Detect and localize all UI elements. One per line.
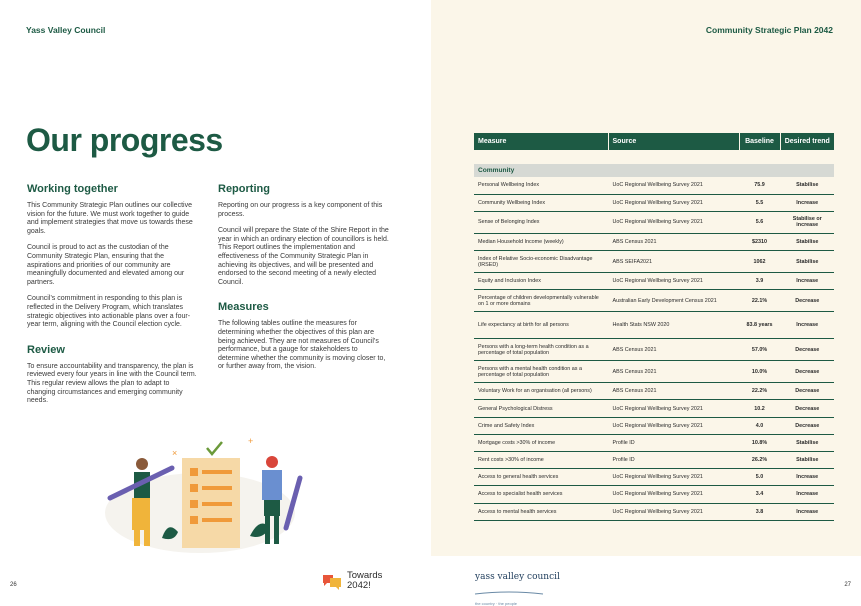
cell-source: UoC Regional Wellbeing Survey 2021 — [608, 417, 739, 434]
cell-trend: Decrease — [780, 400, 834, 417]
col-header-baseline: Baseline — [739, 133, 780, 150]
table-row — [474, 339, 834, 361]
left-text-column — [27, 183, 199, 414]
cell-source: ABS SEIFA2021 — [608, 251, 739, 273]
cell-baseline: 22.1% — [739, 290, 780, 312]
table-row — [474, 486, 834, 503]
header-plan-title: Community Strategic Plan 2042 — [705, 25, 833, 35]
cell-trend: Stabilise — [780, 452, 834, 469]
review-p1: To ensure accountability and transparency, the plan is reviewed every four years in line with the Council term. This regular review allows the plan to adapt to changing circumstances and emerging community needs. — [27, 362, 197, 405]
cell-trend: Decrease — [780, 383, 834, 400]
cell-source: ABS Census 2021 — [608, 339, 739, 361]
yvc-logo-tagline: the country · the people — [475, 601, 518, 606]
cell-trend: Stabilise — [780, 177, 834, 194]
cell-trend: Decrease — [780, 361, 834, 383]
cell-source: Profile ID — [608, 452, 739, 469]
table-row — [474, 361, 834, 383]
cell-source: UoC Regional Wellbeing Survey 2021 — [608, 400, 739, 417]
table-category-row — [474, 164, 834, 177]
towards-line1: Towards — [347, 570, 383, 581]
cell-measure: Rent costs >30% of income — [474, 452, 608, 469]
table-row — [474, 383, 834, 400]
cell-measure: Persons with a mental health condition as a percentage of total population — [474, 361, 608, 383]
cell-measure: Sense of Belonging Index — [474, 211, 608, 233]
table-row — [474, 503, 834, 520]
cell-measure: Access to mental health services — [474, 503, 608, 520]
check-mark-icon — [207, 442, 222, 454]
towards-2042-logo — [321, 571, 382, 591]
cell-measure: Community Wellbeing Index — [474, 194, 608, 211]
table-row — [474, 194, 834, 211]
cell-source: UoC Regional Wellbeing Survey 2021 — [608, 194, 739, 211]
table-row — [474, 417, 834, 434]
working-together-p1: This Community Strategic Plan outlines our collective vision for the future. We must work together to guide and implement strategies that move us towards these goals. — [27, 202, 193, 235]
cell-trend: Increase — [780, 312, 834, 339]
cell-baseline: 3.8 — [739, 503, 780, 520]
cell-trend: Stabilise or increase — [780, 211, 834, 233]
cell-baseline: 10.2 — [739, 400, 780, 417]
measures-heading: Measures — [218, 301, 269, 314]
cell-measure: Life expectancy at birth for all persons — [474, 312, 608, 339]
logo-swoosh-icon — [475, 591, 543, 595]
working-together-p3: Council’s commitment in responding to this plan is reflected in the Delivery Program, which translates strategic objectives into actionable plans over a four-year term, aligning with the Council election cycle. — [27, 295, 191, 329]
cell-baseline: 3.4 — [739, 486, 780, 503]
cell-trend: Stabilise — [780, 251, 834, 273]
cell-measure: Percentage of children developmentally vulnerable on 1 or more domains — [474, 290, 608, 312]
cell-trend: Decrease — [780, 290, 834, 312]
cell-baseline: 57.0% — [739, 339, 780, 361]
cell-source: UoC Regional Wellbeing Survey 2021 — [608, 177, 739, 194]
cell-trend: Decrease — [780, 339, 834, 361]
cross-mark-icon: × — [172, 448, 178, 458]
cell-trend: Increase — [780, 486, 834, 503]
table-row — [474, 469, 834, 486]
cell-source: UoC Regional Wellbeing Survey 2021 — [608, 469, 739, 486]
cell-measure: Persons with a long-term health condition as a percentage of total population — [474, 339, 608, 361]
speech-bubbles-icon — [321, 571, 343, 591]
cell-source: UoC Regional Wellbeing Survey 2021 — [608, 273, 739, 290]
table-header-row — [474, 133, 834, 150]
table-row — [474, 290, 834, 312]
cell-baseline: 5.6 — [739, 211, 780, 233]
checklist-illustration — [100, 428, 300, 553]
page-number-right: 27 — [844, 582, 851, 588]
cell-source: Australian Early Development Census 2021 — [608, 290, 739, 312]
yvc-logo-name: yass valley council — [475, 572, 560, 582]
working-together-heading: Working together — [27, 183, 118, 195]
cell-measure: Index of Relative Socio-economic Disadvantage (IRSED) — [474, 251, 608, 273]
cell-trend: Stabilise — [780, 233, 834, 250]
cell-baseline: 10.0% — [739, 361, 780, 383]
cell-baseline: 26.2% — [739, 452, 780, 469]
cell-baseline: 22.2% — [739, 383, 780, 400]
cell-measure: Voluntary Work for an organisation (all persons) — [474, 383, 608, 400]
cell-measure: Median Household Income (weekly) — [474, 233, 608, 250]
working-together-p2: Council is proud to act as the custodian of the Community Strategic Plan, ensuring that the aspirations and priorities of our community are meaningfully documented and elevated among our partners. — [27, 244, 185, 286]
cell-baseline: $2310 — [739, 233, 780, 250]
table-row — [474, 177, 834, 194]
cell-trend: Increase — [780, 194, 834, 211]
cell-baseline: 75.9 — [739, 177, 780, 194]
cell-measure: Crime and Safety Index — [474, 417, 608, 434]
yass-valley-council-logo — [475, 572, 560, 606]
measures-p1: The following tables outline the measures for determining whether the objectives of this plan are being achieved. They are not measures of Council’s performance, but a gauge for stakeholders to determine whether the community is moving closer to, or further away from, the vision. — [218, 320, 386, 371]
cell-measure: Access to general health services — [474, 469, 608, 486]
cell-source: Profile ID — [608, 434, 739, 451]
table-row — [474, 400, 834, 417]
page-title: Our progress — [26, 122, 223, 158]
header-council-name: Yass Valley Council — [26, 25, 106, 35]
cell-source: UoC Regional Wellbeing Survey 2021 — [608, 486, 739, 503]
cell-trend: Increase — [780, 273, 834, 290]
table-row — [474, 452, 834, 469]
cell-trend: Stabilise — [780, 434, 834, 451]
table-row — [474, 211, 834, 233]
col-header-measure: Measure — [474, 133, 608, 150]
col-header-source: Source — [608, 133, 739, 150]
reporting-p2: Council will prepare the State of the Shire Report in the year in which an ordinary election of councillors is held. This Report outlines the implementation and effectiveness of the Community Strategic Plan in achieving its objectives, and will be presented and endorsed to the second meeting of a newly elected Council. — [218, 227, 389, 286]
cell-source: ABS Census 2021 — [608, 383, 739, 400]
plus-mark-icon: + — [248, 436, 254, 446]
cell-baseline: 10.8% — [739, 434, 780, 451]
cell-baseline: 1062 — [739, 251, 780, 273]
review-heading: Review — [27, 343, 65, 356]
right-text-column — [218, 183, 390, 380]
table-row — [474, 251, 834, 273]
cell-source: ABS Census 2021 — [608, 233, 739, 250]
table-row — [474, 434, 834, 451]
cell-measure: Personal Wellbeing Index — [474, 177, 608, 194]
cell-source: UoC Regional Wellbeing Survey 2021 — [608, 211, 739, 233]
table-spacer-row — [474, 150, 834, 164]
cell-source: UoC Regional Wellbeing Survey 2021 — [608, 503, 739, 520]
cell-trend: Increase — [780, 503, 834, 520]
cell-source: Health Stats NSW 2020 — [608, 312, 739, 339]
cell-baseline: 5.5 — [739, 194, 780, 211]
cell-source: ABS Census 2021 — [608, 361, 739, 383]
cell-measure: Equity and Inclusion Index — [474, 273, 608, 290]
col-header-trend: Desired trend — [780, 133, 834, 150]
cell-measure: General Psychological Distress — [474, 400, 608, 417]
cell-baseline: 3.9 — [739, 273, 780, 290]
cell-baseline: 4.0 — [739, 417, 780, 434]
reporting-heading: Reporting — [218, 183, 270, 195]
measures-table — [474, 133, 834, 521]
page-number-left: 26 — [10, 582, 17, 588]
cell-trend: Decrease — [780, 417, 834, 434]
cell-measure: Mortgage costs >30% of income — [474, 434, 608, 451]
table-row — [474, 233, 834, 250]
table-row — [474, 273, 834, 290]
cell-baseline: 5.0 — [739, 469, 780, 486]
category-label: Community — [474, 164, 834, 177]
reporting-p1: Reporting on our progress is a key component of this process. — [218, 202, 383, 218]
cell-baseline: 83.8 years — [739, 312, 780, 339]
cell-measure: Access to specialist health services — [474, 486, 608, 503]
towards-line2: 2042! — [347, 580, 371, 591]
cell-trend: Increase — [780, 469, 834, 486]
table-row — [474, 312, 834, 339]
